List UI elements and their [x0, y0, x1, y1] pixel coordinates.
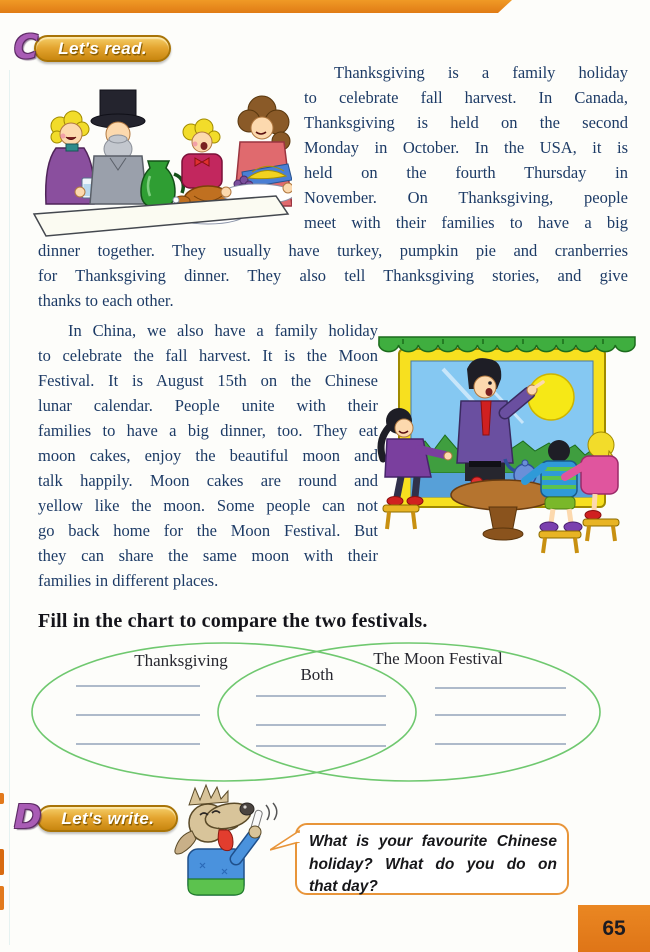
reading-passage-paragraph-2: [38, 318, 378, 593]
speech-bubble-tail: [270, 829, 300, 855]
text-line: moon cakes, enjoy the beautiful moon and: [38, 446, 378, 465]
lets-write-banner: [14, 797, 178, 836]
dog-nose: [240, 803, 254, 815]
text-line: to celebrate fall harvest. In Canada,: [304, 88, 628, 107]
moon-icon: [528, 374, 574, 420]
speech-bubble: [295, 823, 569, 895]
lets-read-title: Let's read.: [58, 38, 147, 58]
venn-diagram: [28, 640, 628, 790]
figure-woman-right: [221, 96, 292, 206]
text-line: go back home for the Moon Festival. But: [38, 521, 378, 540]
text-line: thanks to each other.: [38, 291, 174, 310]
lets-read-pill: [34, 35, 171, 62]
text-line: What is your favourite Chinese: [309, 833, 557, 850]
text-line: held on the fourth Thursday in: [304, 163, 628, 182]
reading-passage-paragraph-1-column: [304, 60, 628, 235]
thanksgiving-dinner-illustration: [30, 84, 292, 246]
text-line: holiday? What do you do on: [309, 855, 557, 873]
figure-man-tophat: [90, 90, 147, 204]
page-edge-artifact: [0, 886, 4, 910]
text-line: meet with their families to have a big: [304, 213, 628, 232]
text-line: Monday in October. In the USA, it is: [304, 138, 628, 157]
moon-festival-illustration: [373, 335, 640, 557]
page-edge-artifact: [0, 849, 4, 875]
text-line: yellow like the moon. Some people can not: [38, 496, 378, 515]
page-number-badge: 65: [578, 905, 650, 952]
text-line: lunar calendar. People unite with their: [38, 396, 378, 415]
text-line: In China, we also have a family holiday: [68, 321, 378, 340]
reading-passage-paragraph-1-continued: [38, 238, 628, 313]
venn-right-label: The Moon Festival: [373, 649, 503, 668]
text-line: for Thanksgiving dinner. They also tell Thanksgiving stories, and give: [38, 266, 628, 285]
dog-hair-tufts: [189, 785, 228, 805]
figure-woman-left: [46, 111, 95, 204]
dog-tongue: [218, 830, 233, 851]
text-line: that day?: [309, 878, 378, 895]
text-line: families in different places.: [38, 571, 219, 590]
text-line: to celebrate the fall harvest. It is the Moon: [38, 346, 378, 365]
venn-both-label: Both: [300, 665, 334, 684]
motion-lines: [266, 803, 277, 820]
text-line: talk happily. Moon cakes are round and: [38, 471, 378, 490]
text-line: families to have a big dinner, too. They eat: [38, 421, 378, 440]
fill-chart-heading: Fill in the chart to compare the two festivals.: [38, 610, 428, 632]
text-line: dinner together. They usually have turkey, pumpkin pie and cranberries: [38, 241, 628, 260]
text-line: Thanksgiving is held on the second: [304, 113, 628, 132]
section-letter-c: C: [14, 27, 39, 66]
lets-write-title: Let's write.: [61, 808, 155, 828]
lets-write-pill: [37, 805, 178, 832]
venn-left-label: Thanksgiving: [134, 651, 228, 670]
speech-bubble-text: [309, 831, 557, 899]
page-edge-artifact: [0, 793, 4, 804]
scan-line-artifact: [9, 70, 10, 945]
text-line: they can share the same moon with their: [38, 546, 378, 565]
top-accent-bar: [0, 0, 512, 13]
text-line: November. On Thanksgiving, people: [304, 188, 628, 207]
text-line: Thanksgiving is a family holiday: [334, 63, 628, 82]
figure-child: [182, 119, 222, 188]
section-letter-d: D: [14, 797, 42, 836]
text-line: Festival. It is August 15th on the Chinese: [38, 371, 378, 390]
lets-read-banner: [14, 27, 171, 66]
